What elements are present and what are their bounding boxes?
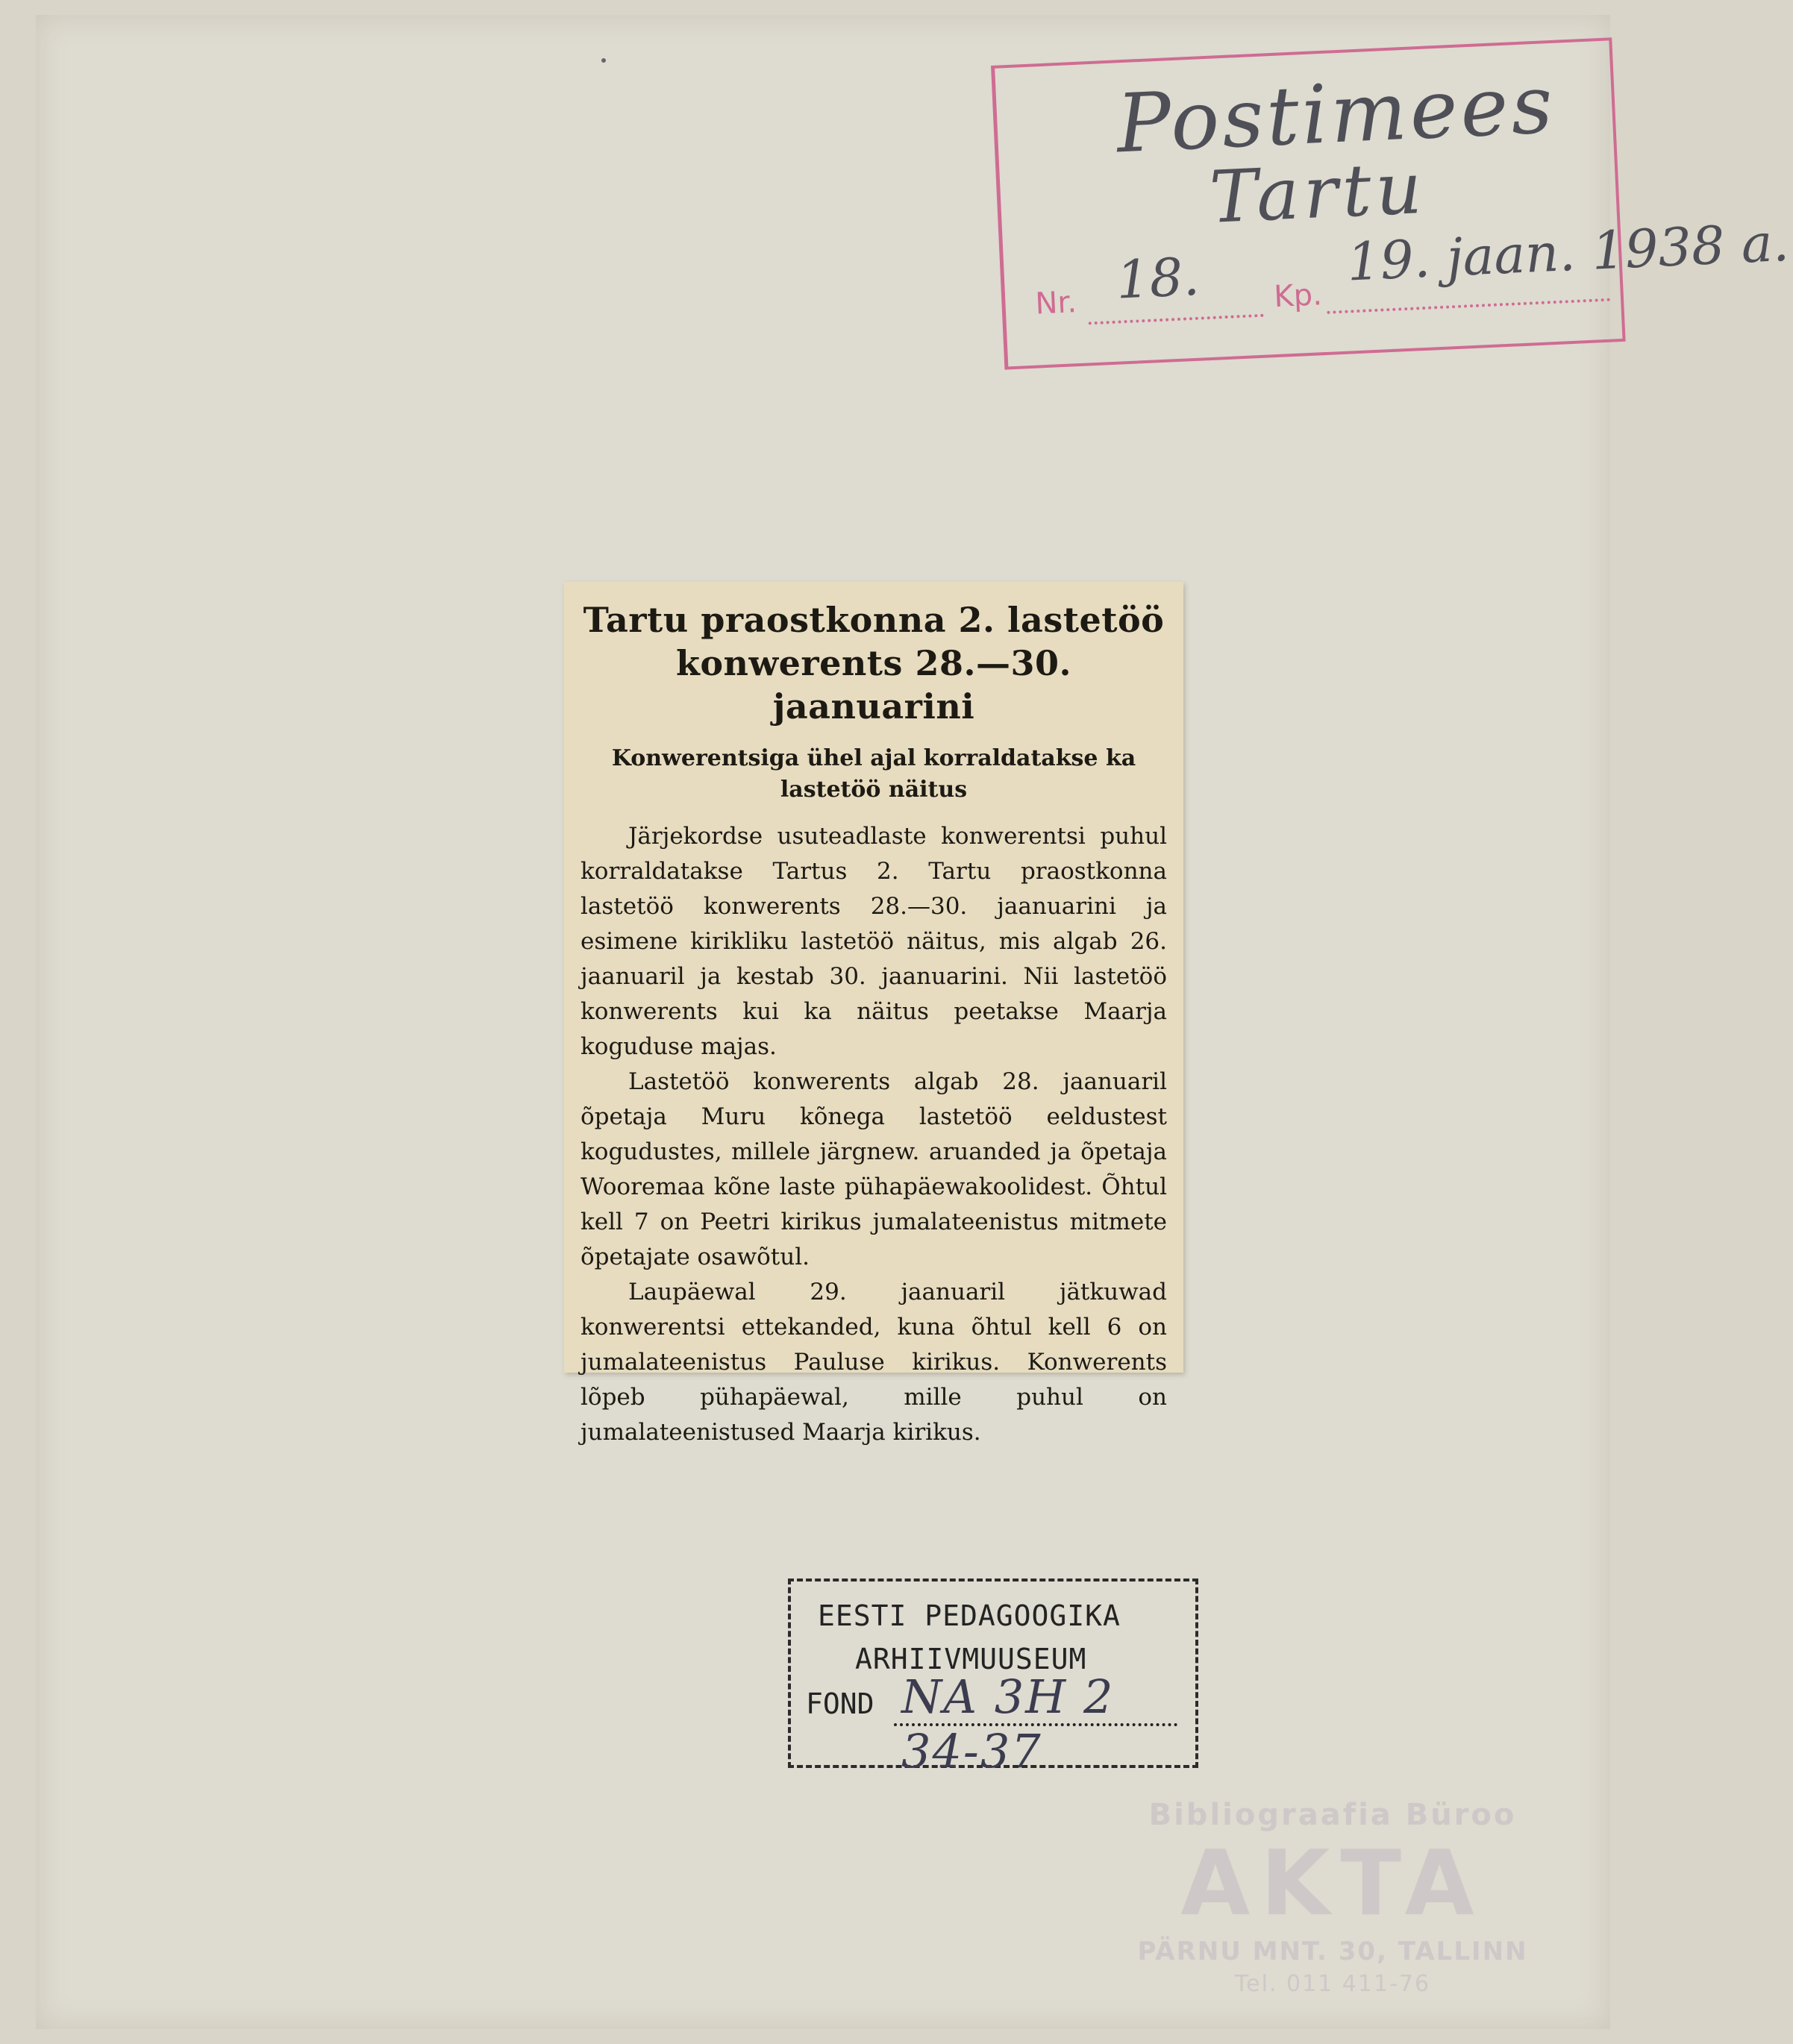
headline-line-2: konwerents 28.—30. jaanuarini bbox=[675, 643, 1072, 727]
headline-line-1: Tartu praostkonna 2. lastetöö bbox=[583, 600, 1165, 640]
archive-name-line-1: EESTI PEDAGOOGIKA bbox=[818, 1599, 1121, 1632]
emboss-line-2: AKTA bbox=[1180, 1832, 1485, 1936]
clipping-headline bbox=[581, 598, 1167, 728]
emboss-line-3: PÄRNU MNT. 30, TALLINN bbox=[1137, 1937, 1528, 1966]
nr-dotted-line bbox=[1089, 314, 1264, 325]
nr-label: Nr. bbox=[1034, 285, 1077, 322]
archive-stamp bbox=[788, 1579, 1198, 1778]
source-stamp bbox=[991, 37, 1791, 369]
archive-name-line-2: ARHIIVMUUSEUM bbox=[855, 1643, 1087, 1675]
clipping-body bbox=[581, 819, 1167, 1450]
paper-speck bbox=[601, 58, 606, 63]
kp-label: Kp. bbox=[1273, 278, 1323, 315]
newspaper-clipping bbox=[564, 582, 1183, 1446]
kp-dotted-line bbox=[1327, 298, 1610, 314]
issue-number-handwritten: 18. bbox=[1115, 245, 1201, 311]
fond-number-handwritten: NA 3H 2 34-37 bbox=[901, 1670, 1115, 1778]
emboss-line-4: Tel. 011 411-76 bbox=[1234, 1971, 1431, 1997]
source-city-handwritten: Tartu bbox=[1207, 145, 1428, 239]
paragraph: Lastetöö konwerents algab 28. jaanuaril õpetaja Muru kõnega lastetöö eeldustest kogudustes, millele järgnew. aruanded ja õpetaja Wooremaa kõne laste pühapäewakoolidest. Õhtul kell 7 on Peetri kirikus jumalateenistus mitmete õpetajate osawõtul. bbox=[581, 1068, 1167, 1270]
fond-label: FOND bbox=[806, 1687, 874, 1720]
embossed-bureau-stamp bbox=[1116, 1798, 1549, 2022]
date-handwritten: 19. jaan. 1938 a. bbox=[1345, 211, 1791, 293]
clipping-subheadline: Konwerentsiga ühel ajal korraldatakse ka lastetöö näitus bbox=[611, 745, 1136, 803]
paragraph: Järjekordse usuteadlaste konwerentsi puhul korraldatakse Tartus 2. Tartu praostkonna lastetöö konwerents 28.—30. jaanuarini ja esimene kirikliku lastetöö näitus, mis algab 26. jaanuaril ja kestab 30. jaanuarini. Nii lastetöö konwerents kui ka näitus peetakse Maarja koguduse majas. bbox=[581, 823, 1167, 1060]
source-newspaper-handwritten: Postimees bbox=[1114, 57, 1558, 172]
emboss-line-1: Bibliograafia Büroo bbox=[1148, 1798, 1517, 1832]
paragraph: Laupäewal 29. jaanuaril jätkuwad konwerentsi ettekanded, kuna õhtul kell 6 on jumalateenistus Pauluse kirikus. Konwerents lõpeb pühapäewal, mille puhul on jumalateenistused Maarja kirikus. bbox=[581, 1279, 1167, 1446]
